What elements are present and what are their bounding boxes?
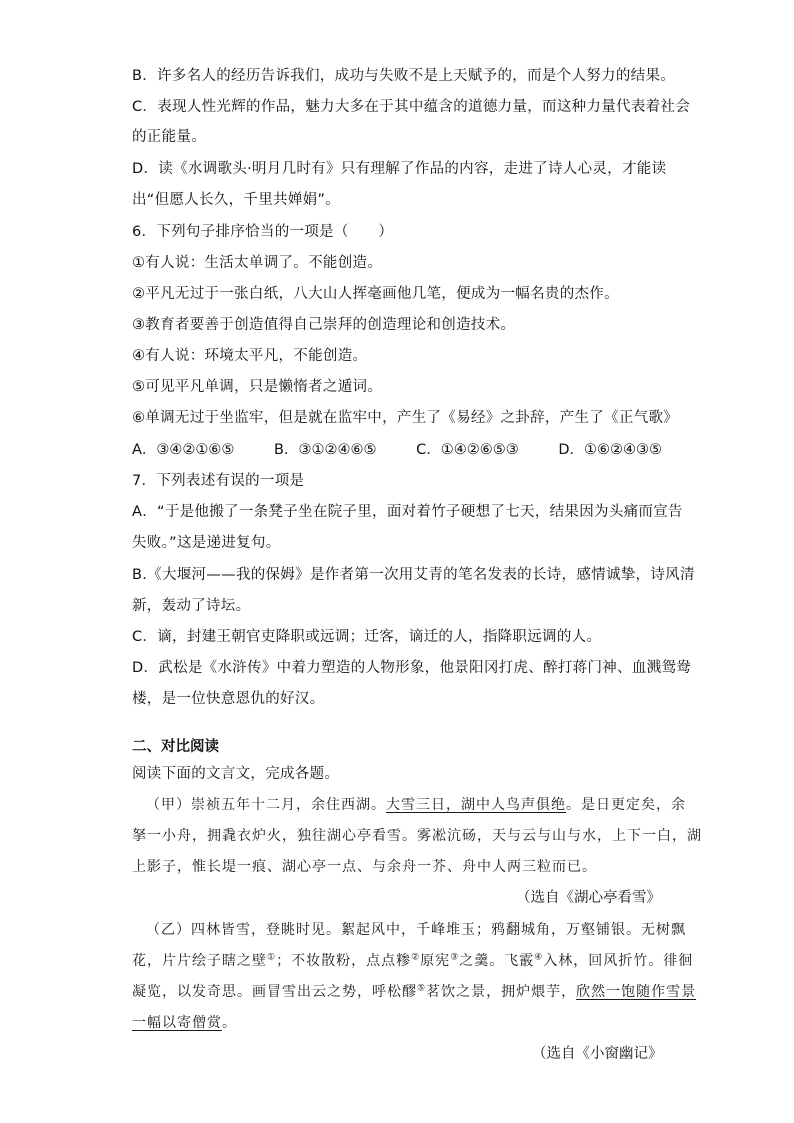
- passage-yi-source: （选自《小窗幽记》: [532, 1046, 663, 1062]
- footnote-marker: ③: [450, 952, 460, 963]
- footnote-marker: ④: [534, 952, 544, 963]
- q6-choice-b: B．③①②④⑥⑤: [274, 442, 377, 458]
- q7-stem: 7．下列表述有误的一项是: [132, 473, 305, 489]
- passage-yi-underlined: 欣然一饱随作雪景: [576, 984, 697, 1000]
- q6-choice-c: C．①④②⑥⑤③: [416, 442, 519, 458]
- passage-yi-text: 凝览，以发奇思。画冒雪出云之势，呼松醪: [132, 984, 417, 1000]
- passage-yi-text: 入林，回风折竹。徘徊: [543, 953, 694, 969]
- passage-yi-text: 花，片片绘子瞎之壁: [132, 953, 267, 969]
- q7-option-b-cont: 新，轰动了诗坛。: [132, 598, 251, 614]
- passage-jia-source: （选自《湖心亭看雪》: [516, 890, 661, 906]
- q5-option-c: C．表现人性光辉的作品，魅力大多在于其中蕴含的道德力量，而这种力量代表着社会: [132, 99, 691, 115]
- q7-option-c: C．谪，封建王朝官吏降职或远调；迁客，谪迁的人，指降职远调的人。: [132, 629, 602, 645]
- q7-option-d: D．武松是《水浒传》中着力塑造的人物形象，他景阳冈打虎、醉打蒋门神、血溅鸳鸯: [132, 660, 692, 676]
- q7-option-a: A．“于是他搬了一条凳子坐在院子里，面对着竹子硬想了七天，结果因为头痛而宣告: [132, 504, 683, 520]
- q5-option-d: D．读《水调歌头·明月几时有》只有理解了作品的内容，走进了诗人心灵，才能读: [132, 161, 667, 177]
- footnote-marker: ②: [411, 952, 421, 963]
- passage-jia-text: （甲）崇祯五年十二月，余住西湖。: [146, 797, 386, 813]
- passage-jia-text: 。是日更定矣，余: [566, 797, 686, 813]
- passage-yi-text: ；不妆散粉，点点糁: [276, 953, 412, 969]
- footnote-marker: ①: [267, 952, 277, 963]
- passage-yi-underlined: 一幅以寄僧赏: [132, 1015, 222, 1031]
- passage-jia-line-3: 上影子，惟长堤一痕、湖心亭一点、与余舟一芥、舟中人两三粒而已。: [132, 859, 597, 875]
- section-instruction: 阅读下面的文言文，完成各题。: [132, 766, 340, 782]
- q7-option-a-cont: 失败。”这是递进复句。: [132, 535, 281, 551]
- q6-choice-d: D．①⑥②④③⑤: [558, 442, 662, 458]
- q6-sentence-2: ②平凡无过于一张白纸，八大山人挥毫画他几笔，便成为一幅名贵的杰作。: [132, 286, 619, 302]
- passage-yi-line-1: （乙）四林皆雪，登眺时见。絮起风中，千峰堆玉；鸦翻城角，万壑铺银。无树飘: [146, 922, 686, 938]
- q6-sentence-1: ①有人说：生活太单调了。不能创造。: [132, 255, 383, 271]
- passage-jia-line-1: [146, 795, 686, 815]
- q5-option-c-cont: 的正能量。: [132, 129, 206, 145]
- passage-yi-text: 之羹。飞霰: [459, 953, 535, 969]
- q6-sentence-3: ③教育者要善于创造值得自己崇拜的创造理论和创造技术。: [132, 317, 516, 333]
- section-heading: 二、对比阅读: [132, 739, 219, 755]
- passage-yi-line-3: [132, 982, 696, 1002]
- passage-jia-underlined: 大雪三日，湖中人鸟声俱绝: [386, 797, 566, 813]
- q7-option-d-cont: 楼，是一位快意恩仇的好汉。: [132, 691, 325, 707]
- passage-jia-line-2: 拏一小舟，拥毳衣炉火，独往湖心亭看雪。雾凇沆砀，天与云与山与水，上下一白，湖: [132, 828, 702, 844]
- footnote-marker: ⑤: [417, 983, 427, 994]
- passage-yi-text: 茗饮之景，拥炉煨芋，: [426, 984, 577, 1000]
- passage-yi-line-4: [132, 1013, 237, 1033]
- q6-choices: [132, 440, 662, 460]
- q7-option-b: B.《大堰河——我的保姆》是作者第一次用艾青的笔名发表的长诗，感情诚挚，诗风清: [132, 567, 695, 583]
- q6-sentence-6: ⑥单调无过于坐监牢，但是就在监牢中，产生了《易经》之卦辞，产生了《正气歌》: [132, 410, 679, 426]
- q5-option-d-cont: 出“但愿人长久，千里共婵娟”。: [132, 192, 341, 208]
- q6-stem: 6．下列句子排序恰当的一项是（ ）: [132, 224, 394, 240]
- q5-option-b: B．许多名人的经历告诉我们，成功与失败不是上天赋予的，而是个人努力的结果。: [132, 68, 676, 84]
- passage-yi-text: 。: [222, 1015, 237, 1031]
- q6-choice-a: A．③④②①⑥⑤: [132, 442, 235, 458]
- passage-yi-text: 原宪: [420, 953, 451, 969]
- q6-sentence-5: ⑤可见平凡单调，只是懒惰者之遁词。: [132, 379, 383, 395]
- q6-sentence-4: ④有人说：环境太平凡，不能创造。: [132, 348, 368, 364]
- passage-yi-line-2: [132, 951, 693, 971]
